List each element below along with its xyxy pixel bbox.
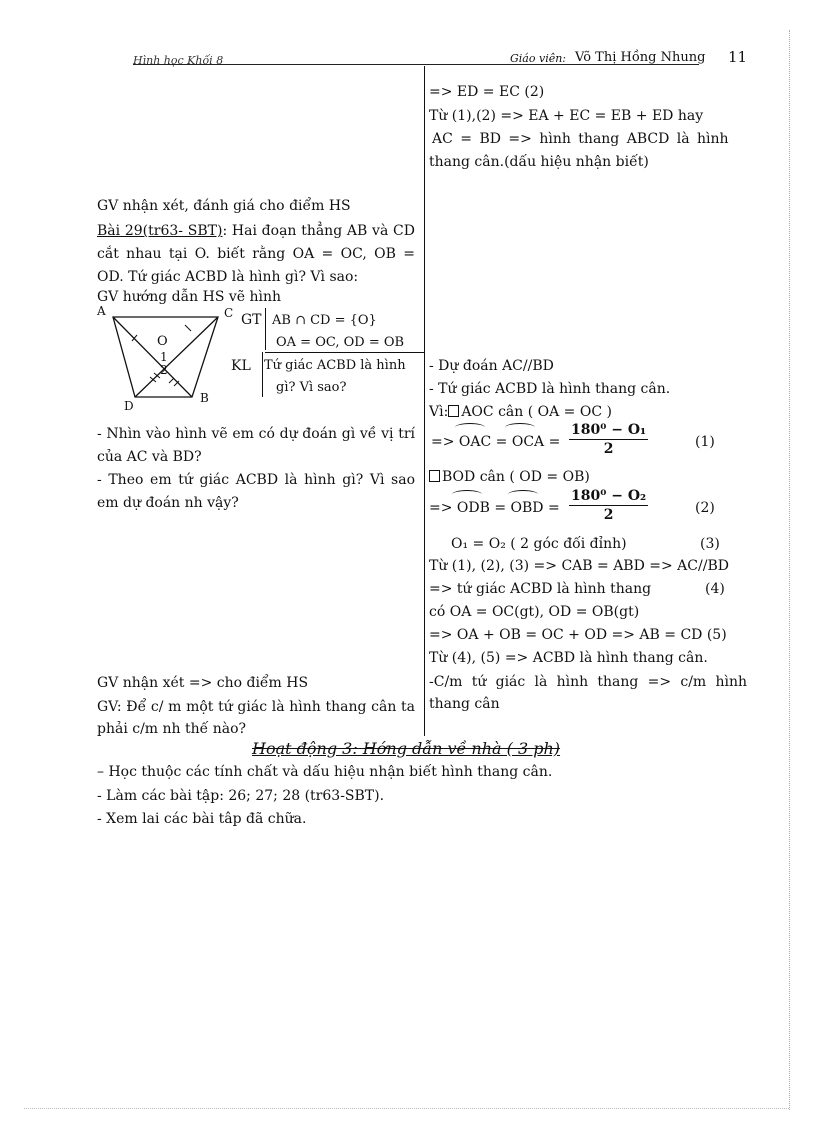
gv-comment-2: GV nhận xét => cho điểm HS xyxy=(97,675,309,691)
triangle-symbol xyxy=(448,405,459,417)
question-1: - Nhìn vào hình vẽ em có dự đoán gì về vị trí của AC và BD? xyxy=(97,426,415,465)
solution-13: -C/m tứ giác là hình thang => c/m hình thang cân xyxy=(429,674,747,712)
fraction-1-denominator: 2 xyxy=(603,441,614,457)
right-line-3: AC = BD => hình thang ABCD là hình xyxy=(432,131,729,147)
solution-12: Từ (4), (5) => ACBD là hình thang cân. xyxy=(429,650,708,666)
kl-line-2: gì? Vì sao? xyxy=(276,380,347,395)
fraction-2-denominator: 2 xyxy=(603,507,614,523)
kl-line-1: Tứ giác ACBD là hình xyxy=(264,358,406,373)
solution-5 xyxy=(429,468,590,486)
solution-1: - Dự đoán AC//BD xyxy=(429,358,554,374)
header-teacher-label: Giáo viên: xyxy=(510,52,567,65)
gv-comment: GV nhận xét, đánh giá cho điểm HS xyxy=(97,198,351,214)
triangle-aoc: AOC cân ( OA = OC ) xyxy=(461,404,612,420)
label-angle-2: 2 xyxy=(160,363,168,377)
because-label: Vì: xyxy=(429,404,449,420)
gt-divider xyxy=(265,308,266,350)
label-angle-1: 1 xyxy=(160,350,168,364)
angle-arc-obd xyxy=(508,490,538,499)
eq-3: (3) xyxy=(700,536,720,552)
page-bottom-edge xyxy=(24,1108,789,1109)
header-subject: Hình học Khối 8 xyxy=(133,54,224,67)
fraction-2-numerator: 180⁰ − O₂ xyxy=(571,488,647,504)
right-line-2: Từ (1),(2) => EA + EC = EB + ED hay xyxy=(429,108,704,124)
activity-title: Hoạt động 3: Hớng dẫn về nhà ( 3 ph) xyxy=(252,739,561,758)
tick-ob-1 xyxy=(169,378,174,383)
label-c: C xyxy=(224,306,234,320)
exercise-text: : Hai đoạn thẳng AB và CD cắt nhau tại O. biết rằng OA = OC, OB = OD. Tứ giác ACBD là hình gì? Vì sao: xyxy=(97,223,415,285)
triangle-symbol-2 xyxy=(429,470,440,482)
header-rule xyxy=(133,64,699,65)
angle-arc-oac xyxy=(455,423,485,432)
question-2: - Theo em tứ giác ACBD là hình gì? Vì sao em dự đoán nh vậy? xyxy=(97,472,415,511)
eq-1: (1) xyxy=(695,434,715,450)
page-number: 11 xyxy=(728,48,748,66)
triangle-bod: BOD cân ( OD = OB) xyxy=(442,469,590,485)
gt-line-2: OA = OC, OD = OB xyxy=(276,335,405,350)
gt-kl-divider xyxy=(265,352,425,353)
fraction-1 xyxy=(569,421,648,458)
label-d: D xyxy=(124,399,134,413)
solution-8: Từ (1), (2), (3) => CAB = ABD => AC//BD xyxy=(429,558,729,574)
fraction-1-numerator: 180⁰ − O₁ xyxy=(571,422,647,438)
solution-10: có OA = OC(gt), OD = OB(gt) xyxy=(429,604,640,620)
right-line-1: => ED = EC (2) xyxy=(429,84,545,100)
page-edge xyxy=(789,30,790,1110)
kl-label: KL xyxy=(231,358,251,374)
fraction-2 xyxy=(569,487,648,524)
homework-1: – Học thuộc các tính chất và dấu hiệu nhận biết hình thang cân. xyxy=(97,764,553,780)
gt-label: GT xyxy=(241,312,262,328)
solution-2: - Tứ giác ACBD là hình thang cân. xyxy=(429,381,671,397)
exercise-ref: Bài 29(tr63- SBT) xyxy=(97,223,223,239)
right-line-4: thang cân.(dấu hiệu nhận biết) xyxy=(429,154,649,170)
homework-2: - Làm các bài tập: 26; 27; 28 (tr63-SBT). xyxy=(97,788,385,804)
angle-arc-odb xyxy=(452,490,482,499)
gv-question: GV: Để c/ m một tứ giác là hình thang cân ta phải c/m nh thế nào? xyxy=(97,699,415,737)
exercise-29 xyxy=(97,220,415,289)
segment-ab xyxy=(113,317,192,397)
gv-guide: GV hướng dẫn HS vẽ hình xyxy=(97,289,282,305)
solution-3 xyxy=(429,403,612,421)
tick-oc xyxy=(185,325,191,331)
solution-9: => tứ giác ACBD là hình thang xyxy=(429,581,652,597)
solution-11: => OA + OB = OC + OD => AB = CD (5) xyxy=(429,627,727,643)
solution-4: => OAC = OCA = xyxy=(431,434,561,450)
kl-divider xyxy=(262,352,263,397)
solution-6: => ODB = OBD = xyxy=(429,500,560,516)
angle-arc-oca xyxy=(505,423,535,432)
eq-4: (4) xyxy=(705,581,725,597)
label-a: A xyxy=(97,304,106,318)
eq-2: (2) xyxy=(695,500,715,516)
solution-7: O₁ = O₂ ( 2 góc đối đỉnh) xyxy=(451,536,627,552)
label-o: O xyxy=(157,334,168,349)
homework-3: - Xem lai các bài tâp đã chữa. xyxy=(97,811,307,827)
label-b: B xyxy=(200,391,209,405)
header-teacher-name: Võ Thị Hồng Nhung xyxy=(575,50,706,65)
column-divider xyxy=(424,66,425,736)
gt-line-1: AB ∩ CD = {O} xyxy=(272,313,377,328)
